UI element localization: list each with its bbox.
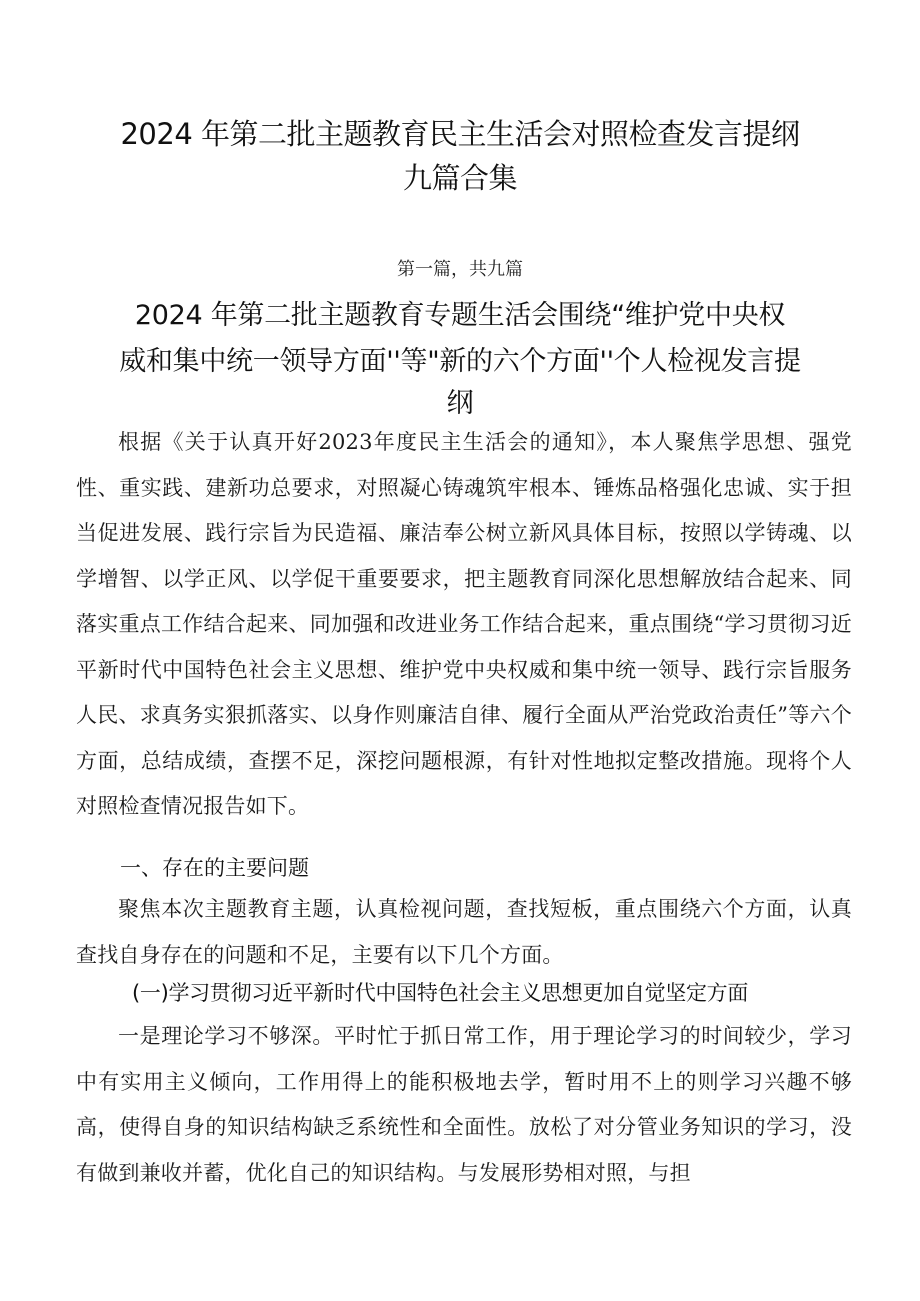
section-paragraph: 聚焦本次主题教育主题，认真检视问题，查找短板，重点围绕六个方面，认真查找自身存在的问题和不足，主要有以下几个方面。	[76, 897, 852, 967]
part-label: 第一篇，共九篇	[397, 259, 523, 280]
intro-paragraph: 根据《关于认真开好2023年度民主生活会的通知》，本人聚焦学思想、强党性、重实践、建新功总要求，对照凝心铸魂筑牢根本、锤炼品格强化忠诚、实于担当促进发展、践行宗旨为民造福、廉洁奉公树立新风具体目标，按照以学铸魂、以学增智、以学正风、以学促干重要要求，把主题教育同深化思想解放结合起来、同落实重点工作结合起来、同加强和改进业务工作结合起来，重点围绕“学习贯彻习近平新时代中国特色社会主义思想、维护党中央权威和集中统一领导、践行宗旨服务人民、求真务实狠抓落实、以身作则廉洁自律、履行全面从严治党政治责任”等六个方面，总结成绩，查摆不足，深挖问题根源，有针对性地拟定整改措施。现将个人对照检查情况报告如下。	[76, 430, 852, 818]
article-heading-line-2: 威和集中统一领导方面''等"新的六个方面''个人检视发言提	[119, 346, 801, 377]
subsection-heading: (一)学习贯彻习近平新时代中国特色社会主义思想更加自觉坚定方面	[132, 981, 749, 1005]
article-heading-line-1: 2024 年第二批主题教育专题生活会围绕“维护党中央权	[134, 300, 786, 331]
document-title-line-2: 九篇合集	[402, 161, 517, 195]
subsection-paragraph: 一是理论学习不够深。平时忙于抓日常工作，用于理论学习的时间较少，学习中有实用主义倾向，工作用得上的能积极地去学，暂时用不上的则学习兴趣不够高，使得自身的知识结构缺乏系统性和全面性。放松了对分管业务知识的学习，没有做到兼收并蓄，优化自己的知识结构。与发展形势相对照，与担	[76, 1024, 852, 1185]
article-heading-line-3: 纲	[446, 388, 474, 419]
section-heading: 一、存在的主要问题	[120, 856, 309, 880]
document-title-line-1: 2024 年第二批主题教育民主生活会对照检查发言提纲	[120, 117, 800, 151]
